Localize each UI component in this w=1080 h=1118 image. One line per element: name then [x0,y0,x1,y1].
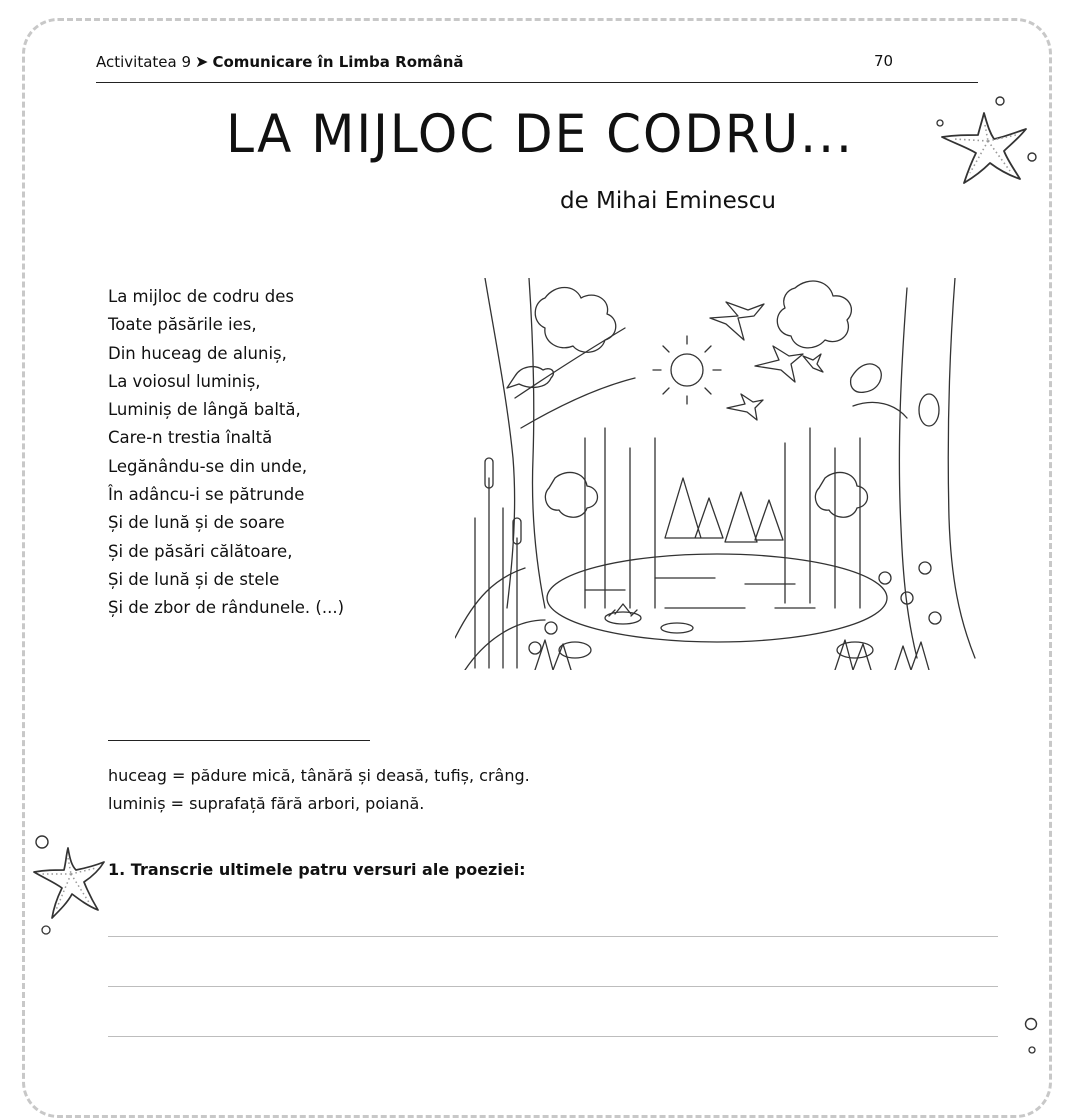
answer-line[interactable] [108,1036,998,1037]
poem-line: La voiosul luminiș, [108,371,261,391]
page-number: 70 [874,52,894,70]
poem-line: Și de lună și de stele [108,569,280,589]
starfish-icon [28,832,108,936]
forest-pond-illustration [455,278,977,670]
glossary-item: luminiș = suprafață fără arbori, poiană. [108,794,425,813]
poem-line: Și de lună și de soare [108,513,285,533]
answer-line[interactable] [108,936,998,937]
poem-line: Din huceag de aluniș, [108,343,287,363]
poem-line: Toate păsările ies, [108,315,257,335]
poem-line: Care-n trestia înaltă [108,428,273,448]
poem-text [108,283,344,623]
poem-line: Și de zbor de rândunele. (...) [108,598,345,618]
glossary [108,762,530,818]
page-header [96,52,978,83]
activity-label: Activitatea 9 [96,53,192,71]
poem-line: În adâncu-i se pătrunde [108,485,305,505]
exercise-question: 1. Transcrie ultimele patru versuri ale poeziei: [108,860,526,879]
poem-line: La mijloc de codru des [108,287,295,306]
right-arrow-icon: ➤ [195,52,209,71]
starfish-icon [928,95,1040,190]
header-activity [96,52,464,71]
answer-line[interactable] [108,986,998,987]
poem-line: Luminiș de lângă baltă, [108,400,301,420]
poem-line: Și de păsări călătoare, [108,541,293,561]
author-line: de Mihai Eminescu [560,188,776,214]
subject-label: Comunicare în Limba Română [212,53,464,71]
glossary-item: huceag = pădure mică, tânără și deasă, tufiș, crâng. [108,766,530,785]
poem-line: Legănându-se din unde, [108,456,308,476]
page-title: LA MIJLOC DE CODRU... [226,103,854,165]
bubble-icon [1020,1012,1044,1062]
footnote-rule [108,740,370,741]
